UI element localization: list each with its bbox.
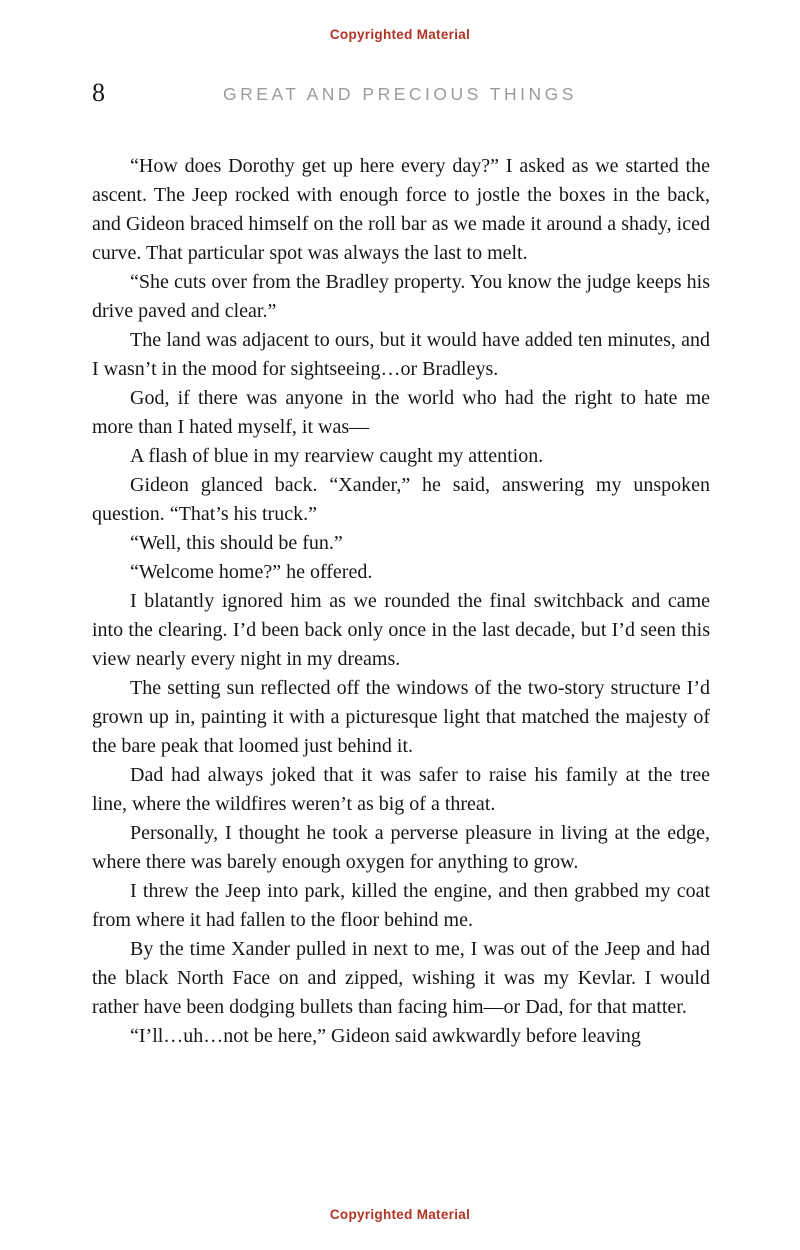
copyright-notice-bottom: Copyrighted Material [329, 1207, 471, 1222]
paragraph: A flash of blue in my rearview caught my attention. [130, 445, 544, 467]
paragraph: God, if there was anyone in the world who had the right to hate me more than I hated myself, it was— [92, 387, 710, 438]
copyright-notice-top: Copyrighted Material [329, 27, 471, 42]
paragraph: Gideon glanced back. “Xander,” he said, answering my unspoken question. “That’s his truck.” [92, 474, 710, 525]
paragraph: The land was adjacent to ours, but it would have added ten minutes, and I wasn’t in the mood for sightseeing…or Bradleys. [92, 329, 710, 380]
paragraph: “She cuts over from the Bradley property. You know the judge keeps his drive paved and clear.” [92, 271, 710, 322]
paragraph: “How does Dorothy get up here every day?” I asked as we started the ascent. The Jeep rocked with enough force to jostle the boxes in the back, and Gideon braced himself on the roll bar as we made it around a shady, iced curve. That particular spot was always the last to melt. [92, 155, 710, 264]
paragraph: Dad had always joked that it was safer to raise his family at the tree line, where the wildfires weren’t as big of a threat. [92, 764, 710, 815]
paragraph: “Well, this should be fun.” [130, 532, 343, 554]
page-header [0, 80, 800, 112]
paragraph: I blatantly ignored him as we rounded the final switchback and came into the clearing. I’d been back only once in the last decade, but I’d seen this view nearly every night in my dreams. [92, 590, 710, 670]
running-header: GREAT AND PRECIOUS THINGS [223, 84, 577, 104]
page-number: 8 [92, 78, 105, 107]
paragraph: “Welcome home?” he offered. [130, 561, 373, 583]
paragraph: “I’ll…uh…not be here,” Gideon said awkwardly before leaving [130, 1025, 641, 1047]
paragraph: The setting sun reflected off the windows of the two-story structure I’d grown up in, painting it with a picturesque light that matched the majesty of the bare peak that loomed just behind it. [92, 677, 710, 757]
body-text-block [92, 152, 710, 1051]
paragraph: By the time Xander pulled in next to me, I was out of the Jeep and had the black North Face on and zipped, wishing it was my Kevlar. I would rather have been dodging bullets than facing him—or Dad, for that matter. [92, 938, 710, 1018]
paragraph: I threw the Jeep into park, killed the engine, and then grabbed my coat from where it had fallen to the floor behind me. [92, 880, 710, 931]
paragraph: Personally, I thought he took a perverse pleasure in living at the edge, where there was barely enough oxygen for anything to grow. [92, 822, 710, 873]
